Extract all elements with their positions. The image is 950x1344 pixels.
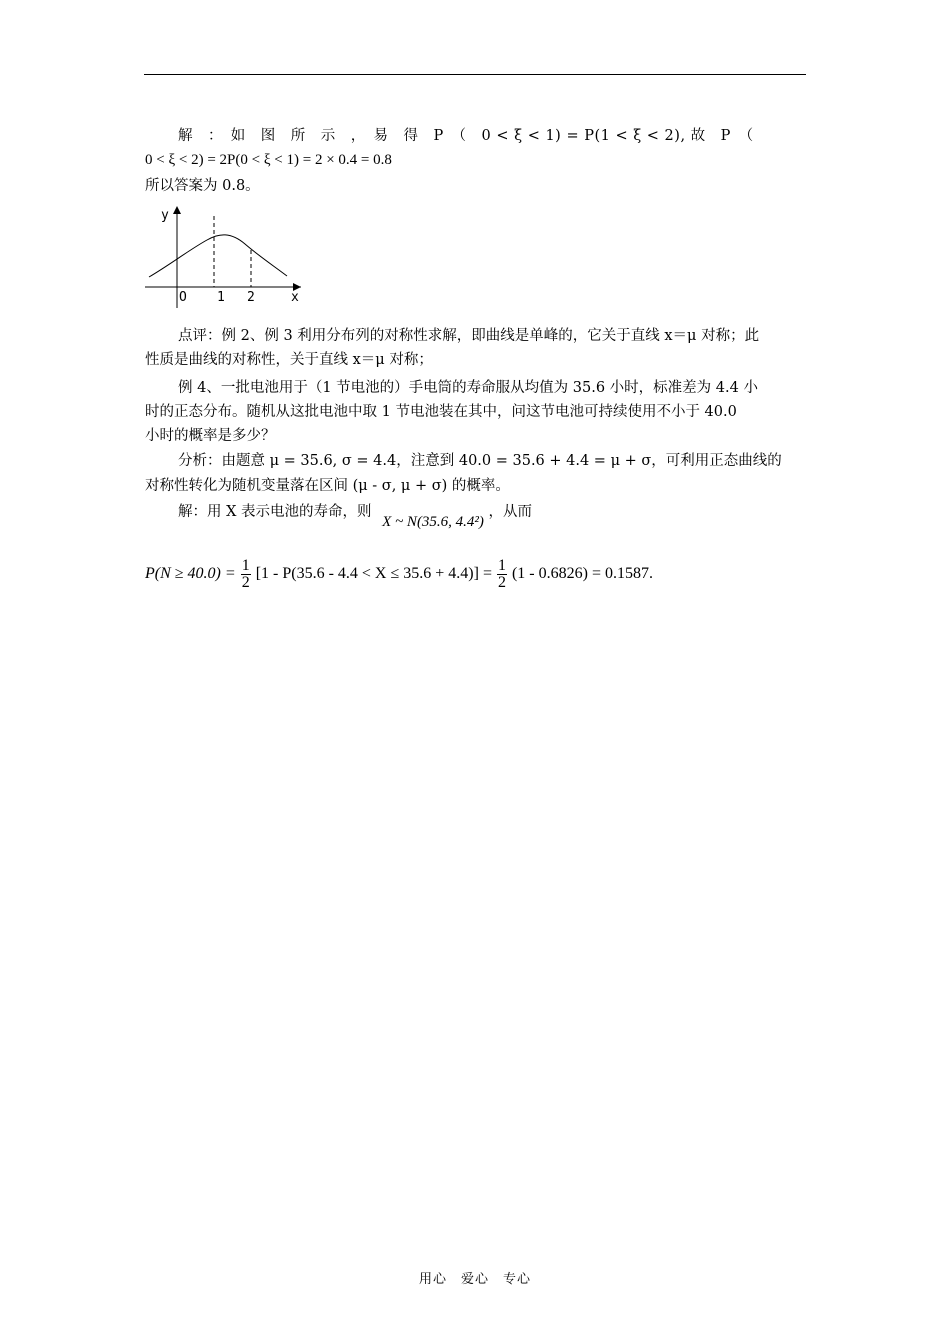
tick-1-label: 1 — [217, 290, 225, 305]
fraction-1-numerator: 1 — [241, 556, 250, 574]
comment-line-2: 性质是曲线的对称性，关于直线 x＝μ 对称； — [145, 352, 433, 368]
probability-formula — [145, 556, 653, 592]
header-rule — [144, 74, 806, 75]
fraction-2-denominator: 2 — [497, 573, 506, 591]
origin-label: O — [179, 290, 187, 305]
analysis-line-2: 对称性转化为随机变量落在区间 (μ - σ, μ + σ) 的概率。 — [145, 478, 510, 494]
formula-lhs: P(N ≥ 40.0) = — [145, 565, 236, 582]
page-footer: 用心 爱心 专心 — [418, 1272, 531, 1287]
solution4-suffix: ，从而 — [488, 504, 533, 520]
normal-curve-graph — [141, 204, 307, 312]
tick-2-label: 2 — [247, 290, 255, 305]
y-axis-arrow-icon — [173, 206, 181, 214]
y-label: y — [161, 208, 169, 223]
example4-line-2: 时的正态分布。随机从这批电池中取 1 节电池装在其中，问这节电池可持续使用不小于 40.0 — [145, 404, 737, 420]
fraction-half-1 — [241, 558, 251, 591]
example4-line-1: 例 4、一批电池用于（1 节电池的）手电筒的寿命服从均值为 35.6 小时，标准差为 4.4 小 — [178, 380, 758, 396]
distribution-formula: X ~ N(35.6, 4.4²) — [382, 514, 484, 530]
formula-mid: [1 - P(35.6 - 4.4 < X ≤ 35.6 + 4.4)] = — [255, 565, 492, 582]
fraction-half-2 — [497, 558, 507, 591]
solution4-line — [178, 502, 533, 530]
comment-line-1: 点评：例 2、例 3 利用分布列的对称性求解，即曲线是单峰的，它关于直线 x＝μ 对称；此 — [178, 328, 760, 344]
solution4-prefix: 解：用 X 表示电池的寿命，则 — [178, 504, 372, 520]
example4-line-3: 小时的概率是多少？ — [145, 428, 276, 444]
analysis-line-1: 分析：由题意 μ = 35.6, σ = 4.4，注意到 40.0 = 35.6 + 4.4 = μ + σ，可利用正态曲线的 — [178, 453, 782, 469]
x-label: x — [291, 290, 299, 305]
fraction-2-numerator: 1 — [497, 556, 506, 574]
solution-line-1: 解 ： 如 图 所 示 ， 易 得 P （ 0 < ξ < 1) = P(1 < ξ < 2), 故 P （ — [178, 128, 754, 144]
solution-line-2: 0 < ξ < 2) = 2P(0 < ξ < 1) = 2 × 0.4 = 0.8 — [145, 152, 392, 168]
fraction-1-denominator: 2 — [241, 573, 250, 591]
normal-curve — [149, 235, 287, 277]
formula-rhs: (1 - 0.6826) = 0.1587. — [511, 565, 653, 582]
answer-line: 所以答案为 0.8。 — [145, 178, 260, 194]
